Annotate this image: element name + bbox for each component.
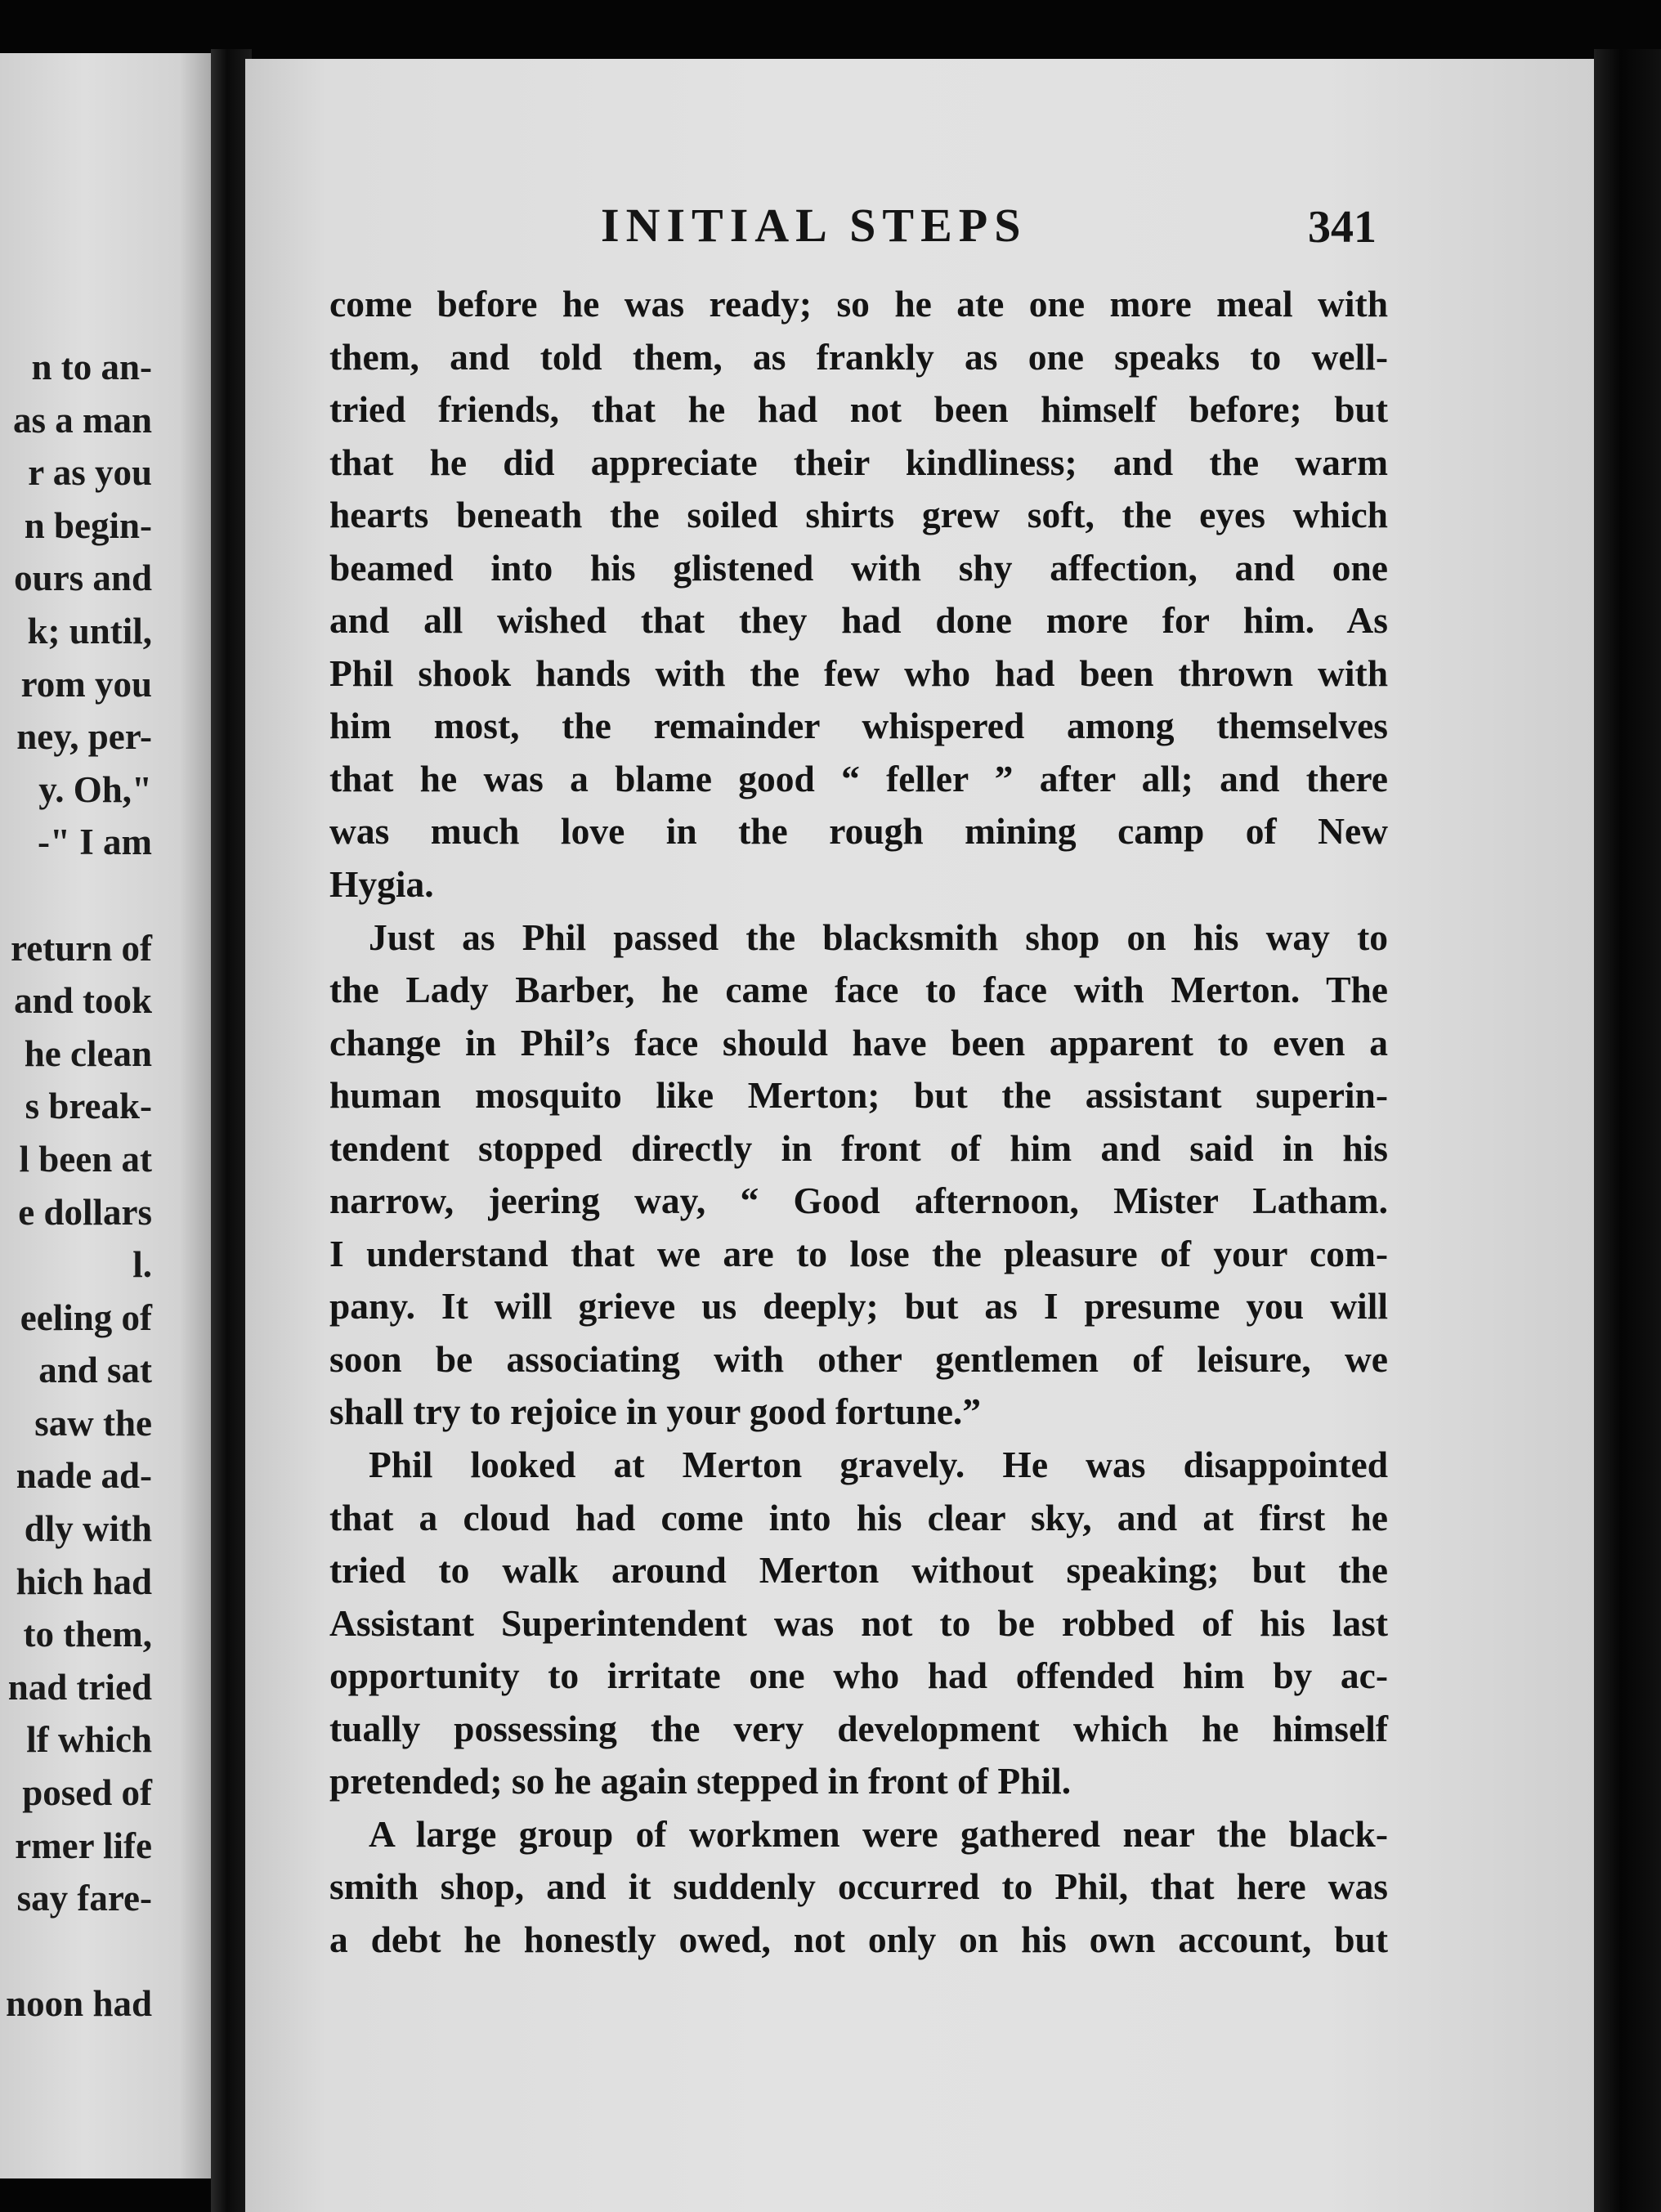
page-header bbox=[327, 198, 1390, 263]
text-line: shall try to rejoice in your good fortune.” bbox=[329, 1390, 982, 1433]
text-line: tried friends, that he had not been himself before; but bbox=[329, 388, 1388, 431]
text-line: beamed into his glistened with shy affection, and one bbox=[329, 546, 1388, 589]
left-page-line: hich had bbox=[16, 1560, 152, 1602]
left-page-line: l been at bbox=[19, 1138, 152, 1180]
left-page-line: nade ad- bbox=[16, 1455, 152, 1497]
text-line: pretended; so he again stepped in front of Phil. bbox=[329, 1760, 1072, 1802]
left-page-line: s break- bbox=[25, 1086, 152, 1127]
text-line: was much love in the rough mining camp of New bbox=[329, 810, 1388, 853]
left-page-line: dly with bbox=[24, 1508, 152, 1550]
text-line: tendent stopped directly in front of him and said in his bbox=[329, 1126, 1388, 1169]
left-page-line: y. Oh," bbox=[38, 768, 152, 810]
text-line: Just as Phil passed the blacksmith shop on his way to bbox=[369, 916, 1388, 958]
left-page-line: rmer life bbox=[15, 1825, 152, 1866]
left-page-line: to them, bbox=[23, 1614, 152, 1655]
left-page-line: and took bbox=[14, 980, 152, 1022]
text-line: that he was a blame good “ feller ” after all; and there bbox=[329, 757, 1388, 799]
text-line: smith shop, and it suddenly occurred to Phil, that here was bbox=[329, 1865, 1388, 1908]
text-line: Assistant Superintendent was not to be robbed of his last bbox=[329, 1601, 1388, 1644]
text-line: narrow, jeering way, “ Good afternoon, Mister Latham. bbox=[329, 1180, 1388, 1222]
left-page-line: noon had bbox=[6, 1983, 152, 2025]
text-line: A large group of workmen were gathered near the black- bbox=[369, 1812, 1388, 1855]
left-page-text bbox=[6, 341, 152, 2031]
text-line: the Lady Barber, he came face to face with Merton. The bbox=[329, 969, 1388, 1011]
left-page-line: return of bbox=[11, 927, 152, 969]
left-page-line: say fare- bbox=[16, 1878, 152, 1919]
text-line: and all wished that they had done more for him. As bbox=[329, 599, 1388, 642]
left-page-line: n to an- bbox=[31, 347, 152, 387]
left-page-line: r as you bbox=[28, 452, 152, 494]
text-line: a debt he honestly owed, not only on his own account, but bbox=[329, 1918, 1388, 1960]
left-page-line: he clean bbox=[24, 1032, 152, 1074]
left-page bbox=[0, 53, 211, 2178]
text-line: Phil looked at Merton gravely. He was disappointed bbox=[369, 1444, 1388, 1486]
text-line: human mosquito like Merton; but the assistant superin- bbox=[329, 1074, 1388, 1117]
left-page-line: posed of bbox=[22, 1772, 152, 1814]
text-line: hearts beneath the soiled shirts grew soft, the eyes which bbox=[329, 494, 1388, 536]
text-line: them, and told them, as frankly as one speaks to well- bbox=[329, 335, 1388, 378]
page-edge-shadow bbox=[1594, 49, 1661, 2212]
left-page-line bbox=[6, 869, 152, 922]
text-line: Phil shook hands with the few who had been thrown with bbox=[329, 652, 1388, 694]
left-page-line: eeling of bbox=[20, 1296, 152, 1338]
left-page-line: k; until, bbox=[27, 610, 152, 652]
left-page-line: and sat bbox=[38, 1350, 152, 1391]
body-text bbox=[329, 278, 1388, 1967]
text-line: that he did appreciate their kindliness; and the warm bbox=[329, 441, 1388, 483]
left-page-line: n begin- bbox=[24, 504, 152, 546]
left-page-line: saw the bbox=[34, 1402, 152, 1444]
left-page-line: ours and bbox=[14, 557, 152, 599]
text-line: I understand that we are to lose the pleasure of your com- bbox=[329, 1232, 1388, 1274]
text-line: soon be associating with other gentlemen of leisure, we bbox=[329, 1337, 1388, 1380]
text-line: Hygia. bbox=[329, 863, 434, 906]
text-line: tually possessing the very development which he himself bbox=[329, 1707, 1388, 1749]
text-line: him most, the remainder whispered among themselves bbox=[329, 705, 1388, 747]
left-page-line: ney, per- bbox=[16, 716, 152, 758]
left-page-line: nad tried bbox=[7, 1666, 152, 1708]
text-line: opportunity to irritate one who had offended him by ac- bbox=[329, 1655, 1388, 1697]
left-page-line: -" I am bbox=[38, 822, 152, 863]
left-page-line: e dollars bbox=[18, 1191, 152, 1233]
left-page-line: rom you bbox=[20, 663, 152, 705]
page-number: 341 bbox=[1308, 202, 1377, 253]
text-line: that a cloud had come into his clear sky, and at first he bbox=[329, 1496, 1388, 1538]
left-page-line: l. bbox=[132, 1244, 152, 1286]
left-page-line: as a man bbox=[12, 399, 152, 441]
text-line: come before he was ready; so he ate one more meal with bbox=[329, 283, 1388, 325]
text-line: pany. It will grieve us deeply; but as I presume you will bbox=[329, 1285, 1388, 1328]
left-page-line bbox=[6, 1925, 152, 1978]
text-line: tried to walk around Merton without speaking; but the bbox=[329, 1549, 1388, 1592]
text-line: change in Phil’s face should have been apparent to even a bbox=[329, 1021, 1388, 1063]
running-head: INITIAL STEPS bbox=[601, 199, 1027, 252]
left-page-line: lf which bbox=[26, 1719, 152, 1761]
